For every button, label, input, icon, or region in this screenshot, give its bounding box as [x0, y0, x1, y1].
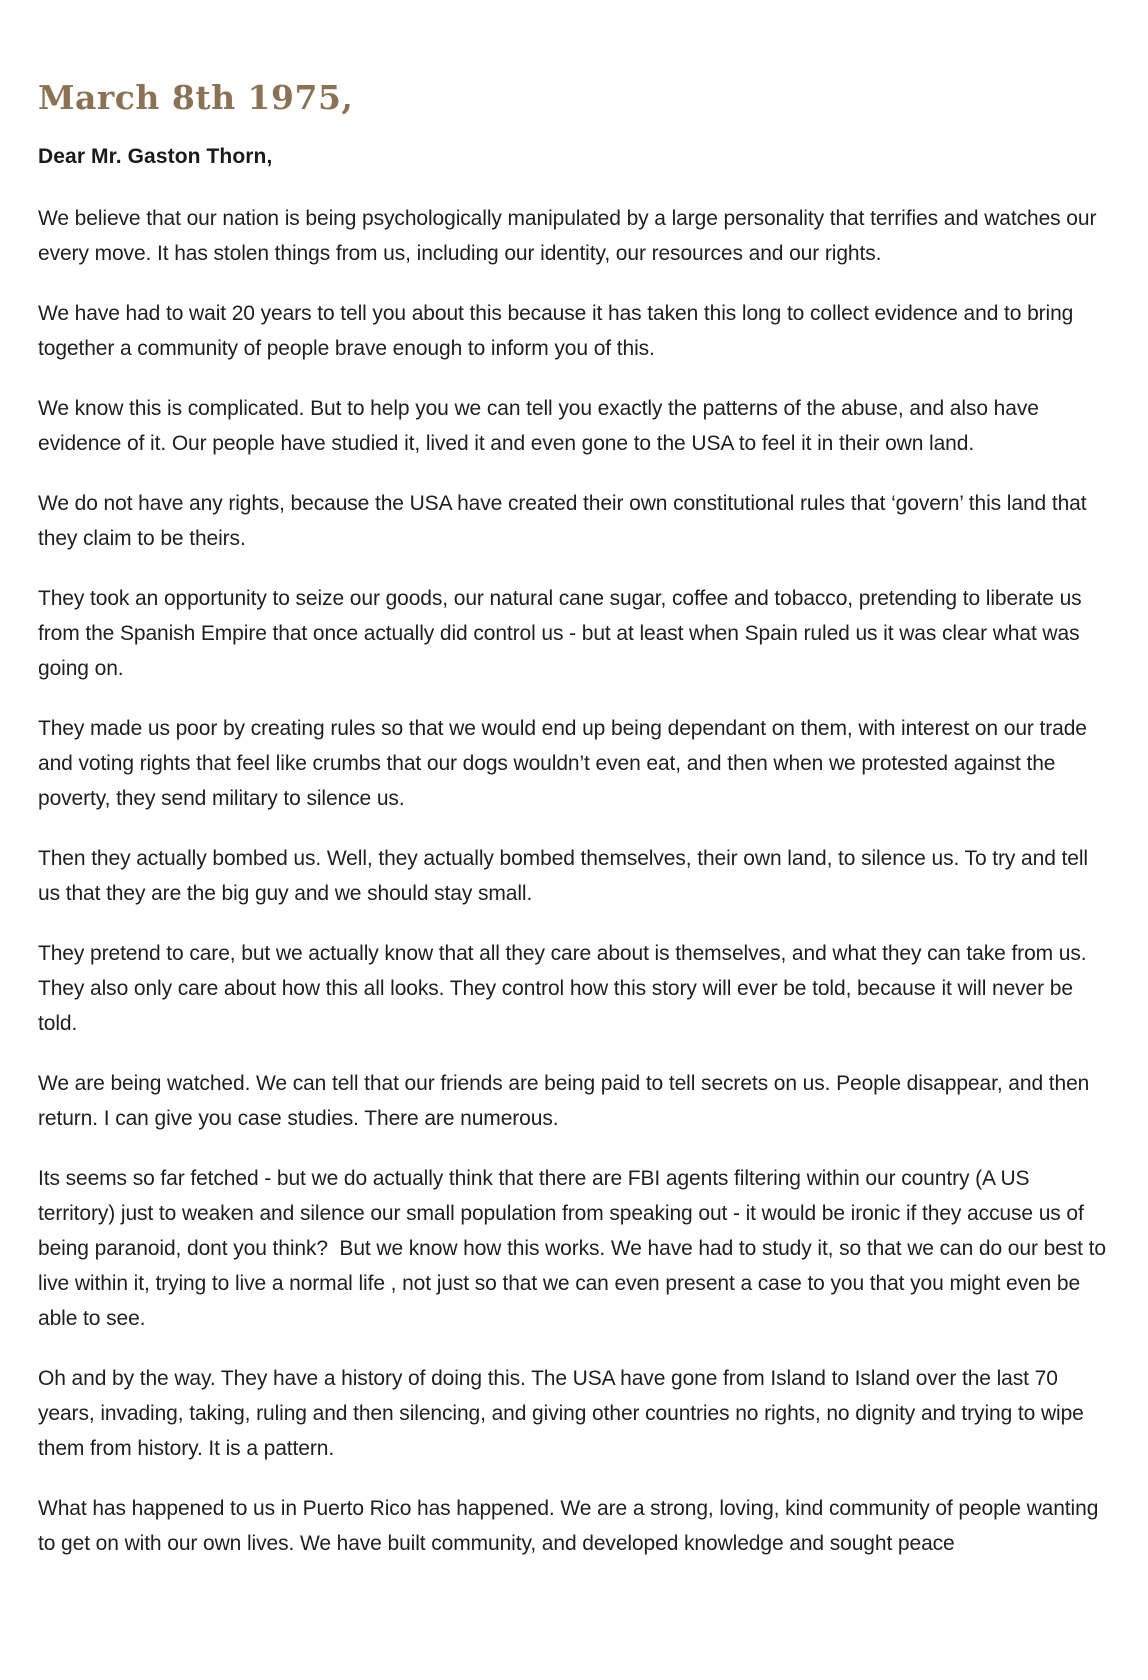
letter-paragraph: We do not have any rights, because the USA have created their own constitutional rules that ‘govern’ this land that they claim to be theirs. [38, 492, 1093, 551]
salutation: Dear Mr. Gaston Thorn, [38, 145, 273, 169]
letter-paragraph: They took an opportunity to seize our goods, our natural cane sugar, coffee and tobacco, pretending to liberate us from the Spanish Empire that once actually did control us - but at least when Spain ruled us it was clear what was going on. [38, 587, 1088, 681]
letter-paragraph: They made us poor by creating rules so that we would end up being dependant on them, with interest on our trade and voting rights that feel like crumbs that our dogs wouldn’t even eat, and then when we protested against the poverty, they send military to silence us. [38, 717, 1093, 811]
letter-paragraph: Then they actually bombed us. Well, they actually bombed themselves, their own land, to silence us. To try and tell us that they are the big guy and we should stay small. [38, 847, 1094, 906]
letter-paragraph: Oh and by the way. They have a history of doing this. The USA have gone from Island to Island over the last 70 years, invading, taking, ruling and then silencing, and giving other countries no rights, no dignity and trying to wipe them from history. It is a pattern. [38, 1367, 1090, 1461]
letter-paragraph: They pretend to care, but we actually know that all they care about is themselves, and what they can take from us. They also only care about how this all looks. They control how this story will ever be told, because it will never be told. [38, 942, 1092, 1036]
letter-paragraph: We have had to wait 20 years to tell you about this because it has taken this long to collect evidence and to bring together a community of people brave enough to inform you of this. [38, 302, 1080, 361]
letter-paragraph: We are being watched. We can tell that our friends are being paid to tell secrets on us. People disappear, and then return. I can give you case studies. There are numerous. [38, 1072, 1095, 1131]
date-heading: March 8th 1975, [38, 78, 354, 117]
letter-paragraph: We know this is complicated. But to help you we can tell you exactly the patterns of the abuse, and also have evidence of it. Our people have studied it, lived it and even gone to the USA to feel it in their own land. [38, 397, 1045, 456]
letter-body [38, 201, 1110, 1561]
letter-paragraph: We believe that our nation is being psychologically manipulated by a large personality that terrifies and watches our every move. It has stolen things from us, including our identity, our resources and our rights. [38, 207, 1103, 266]
letter-paragraph: What has happened to us in Puerto Rico has happened. We are a strong, loving, kind community of people wanting to get on with our own lives. We have built community, and developed knowledge and sought peace [38, 1497, 1105, 1556]
letter-paragraph: Its seems so far fetched - but we do actually think that there are FBI agents filtering within our country (A US territory) just to weaken and silence our small population from speaking out - it would be ironic if they accuse us of being paranoid, dont you think? But we know how this works. We have had to study it, so that we can do our best to live within it, trying to live a normal life , not just so that we can even present a case to you that you might even be able to see. [38, 1167, 1112, 1331]
